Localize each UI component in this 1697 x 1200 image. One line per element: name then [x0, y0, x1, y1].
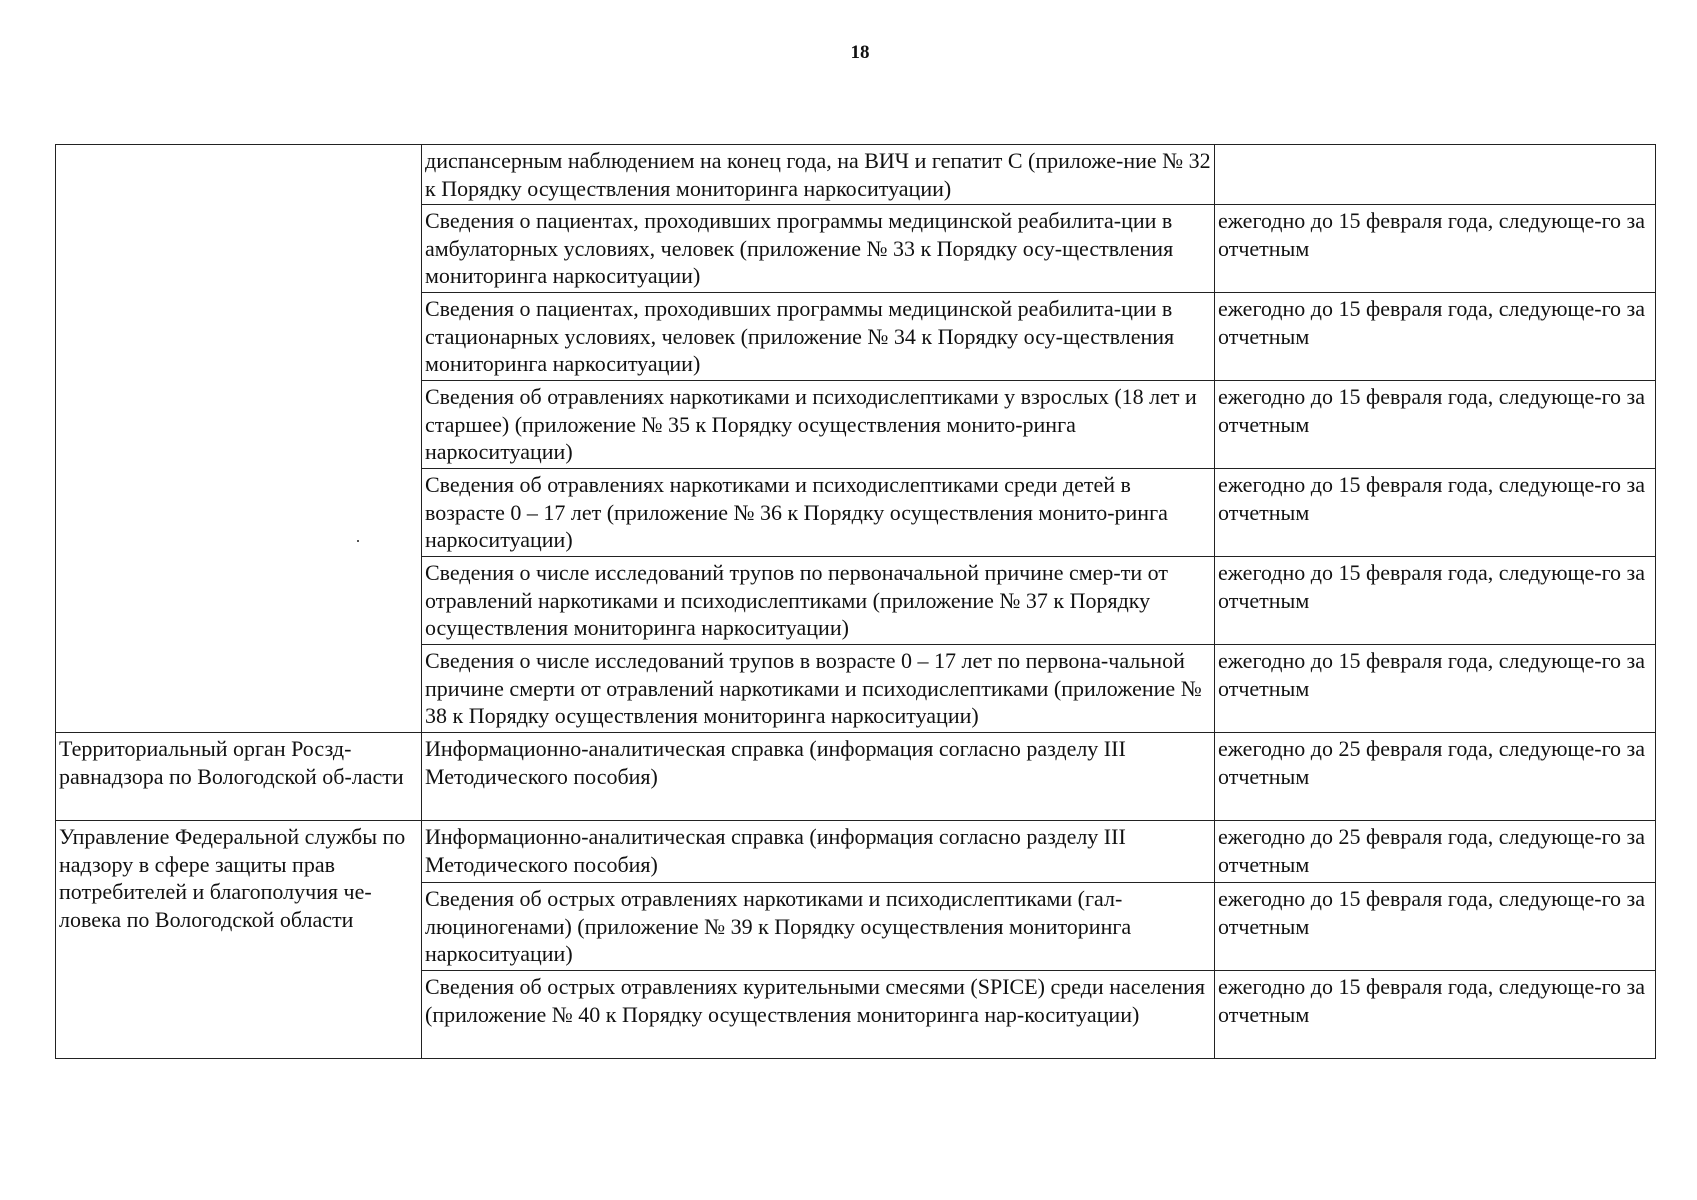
deadline-cell: ежегодно до 15 февраля года, следующе-го за отчетным: [1215, 293, 1656, 381]
document-cell: Сведения о числе исследований трупов в возрасте 0 – 17 лет по первона-чальной причине смерти от отравлений наркотиками и психодислептиками (приложение № 38 к Порядку осуществления мониторинга наркоситуации): [422, 645, 1215, 733]
org-cell: Управление Федеральной службы по надзору в сфере защиты прав потребителей и благополучия че-ловека по Вологодской области: [56, 821, 422, 1059]
deadline-cell: ежегодно до 15 февраля года, следующе-го за отчетным: [1215, 469, 1656, 557]
document-cell: Сведения о пациентах, проходивших программы медицинской реабилита-ции в стационарных условиях, человек (приложение № 34 к Порядку осу-ществления мониторинга наркоситуации): [422, 293, 1215, 381]
reporting-table: [55, 144, 1656, 1059]
document-cell: Информационно-аналитическая справка (информация согласно разделу III Методического пособия): [422, 821, 1215, 883]
document-cell: Сведения о числе исследований трупов по первоначальной причине смер-ти от отравлений наркотиками и психодислептиками (приложение № 37 к Порядку осуществления мониторинга наркоситуации): [422, 557, 1215, 645]
document-cell: Сведения об отравлениях наркотиками и психодислептиками у взрослых (18 лет и старшее) (приложение № 35 к Порядку осуществления монито-ринга наркоситуации): [422, 381, 1215, 469]
deadline-cell: ежегодно до 15 февраля года, следующе-го за отчетным: [1215, 971, 1656, 1059]
org-cell: Территориальный орган Росзд-равнадзора по Вологодской об-ласти: [56, 733, 422, 821]
deadline-cell: ежегодно до 15 февраля года, следующе-го за отчетным: [1215, 557, 1656, 645]
deadline-cell: [1215, 145, 1656, 205]
table-row: [56, 821, 1656, 883]
deadline-cell: ежегодно до 15 февраля года, следующе-го за отчетным: [1215, 381, 1656, 469]
deadline-cell: ежегодно до 25 февраля года, следующе-го за отчетным: [1215, 733, 1656, 821]
deadline-cell: ежегодно до 15 февраля года, следующе-го за отчетным: [1215, 645, 1656, 733]
table-row: [56, 145, 1656, 205]
table-row: [56, 733, 1656, 821]
document-cell: Сведения о пациентах, проходивших программы медицинской реабилита-ции в амбулаторных условиях, человек (приложение № 33 к Порядку осу-ществления мониторинга наркоситуации): [422, 205, 1215, 293]
deadline-cell: ежегодно до 15 февраля года, следующе-го за отчетным: [1215, 205, 1656, 293]
document-cell: диспансерным наблюдением на конец года, на ВИЧ и гепатит С (приложе-ние № 32 к Порядку осуществления мониторинга наркоситуации): [422, 145, 1215, 205]
document-cell: Сведения об отравлениях наркотиками и психодислептиками среди детей в возрасте 0 – 17 лет (приложение № 36 к Порядку осуществления монито-ринга наркоситуации): [422, 469, 1215, 557]
document-cell: Сведения об острых отравлениях наркотиками и психодислептиками (гал-люциногенами) (приложение № 39 к Порядку осуществления мониторинга наркоситуации): [422, 883, 1215, 971]
document-cell: Сведения об острых отравлениях курительными смесями (SPICE) среди населения (приложение № 40 к Порядку осуществления мониторинга нар-коситуации): [422, 971, 1215, 1059]
scan-speck: [357, 540, 359, 542]
org-cell: [56, 145, 422, 733]
deadline-cell: ежегодно до 15 февраля года, следующе-го за отчетным: [1215, 883, 1656, 971]
deadline-cell: ежегодно до 25 февраля года, следующе-го за отчетным: [1215, 821, 1656, 883]
document-cell: Информационно-аналитическая справка (информация согласно разделу III Методического пособия): [422, 733, 1215, 821]
page-number: 18: [850, 42, 870, 63]
